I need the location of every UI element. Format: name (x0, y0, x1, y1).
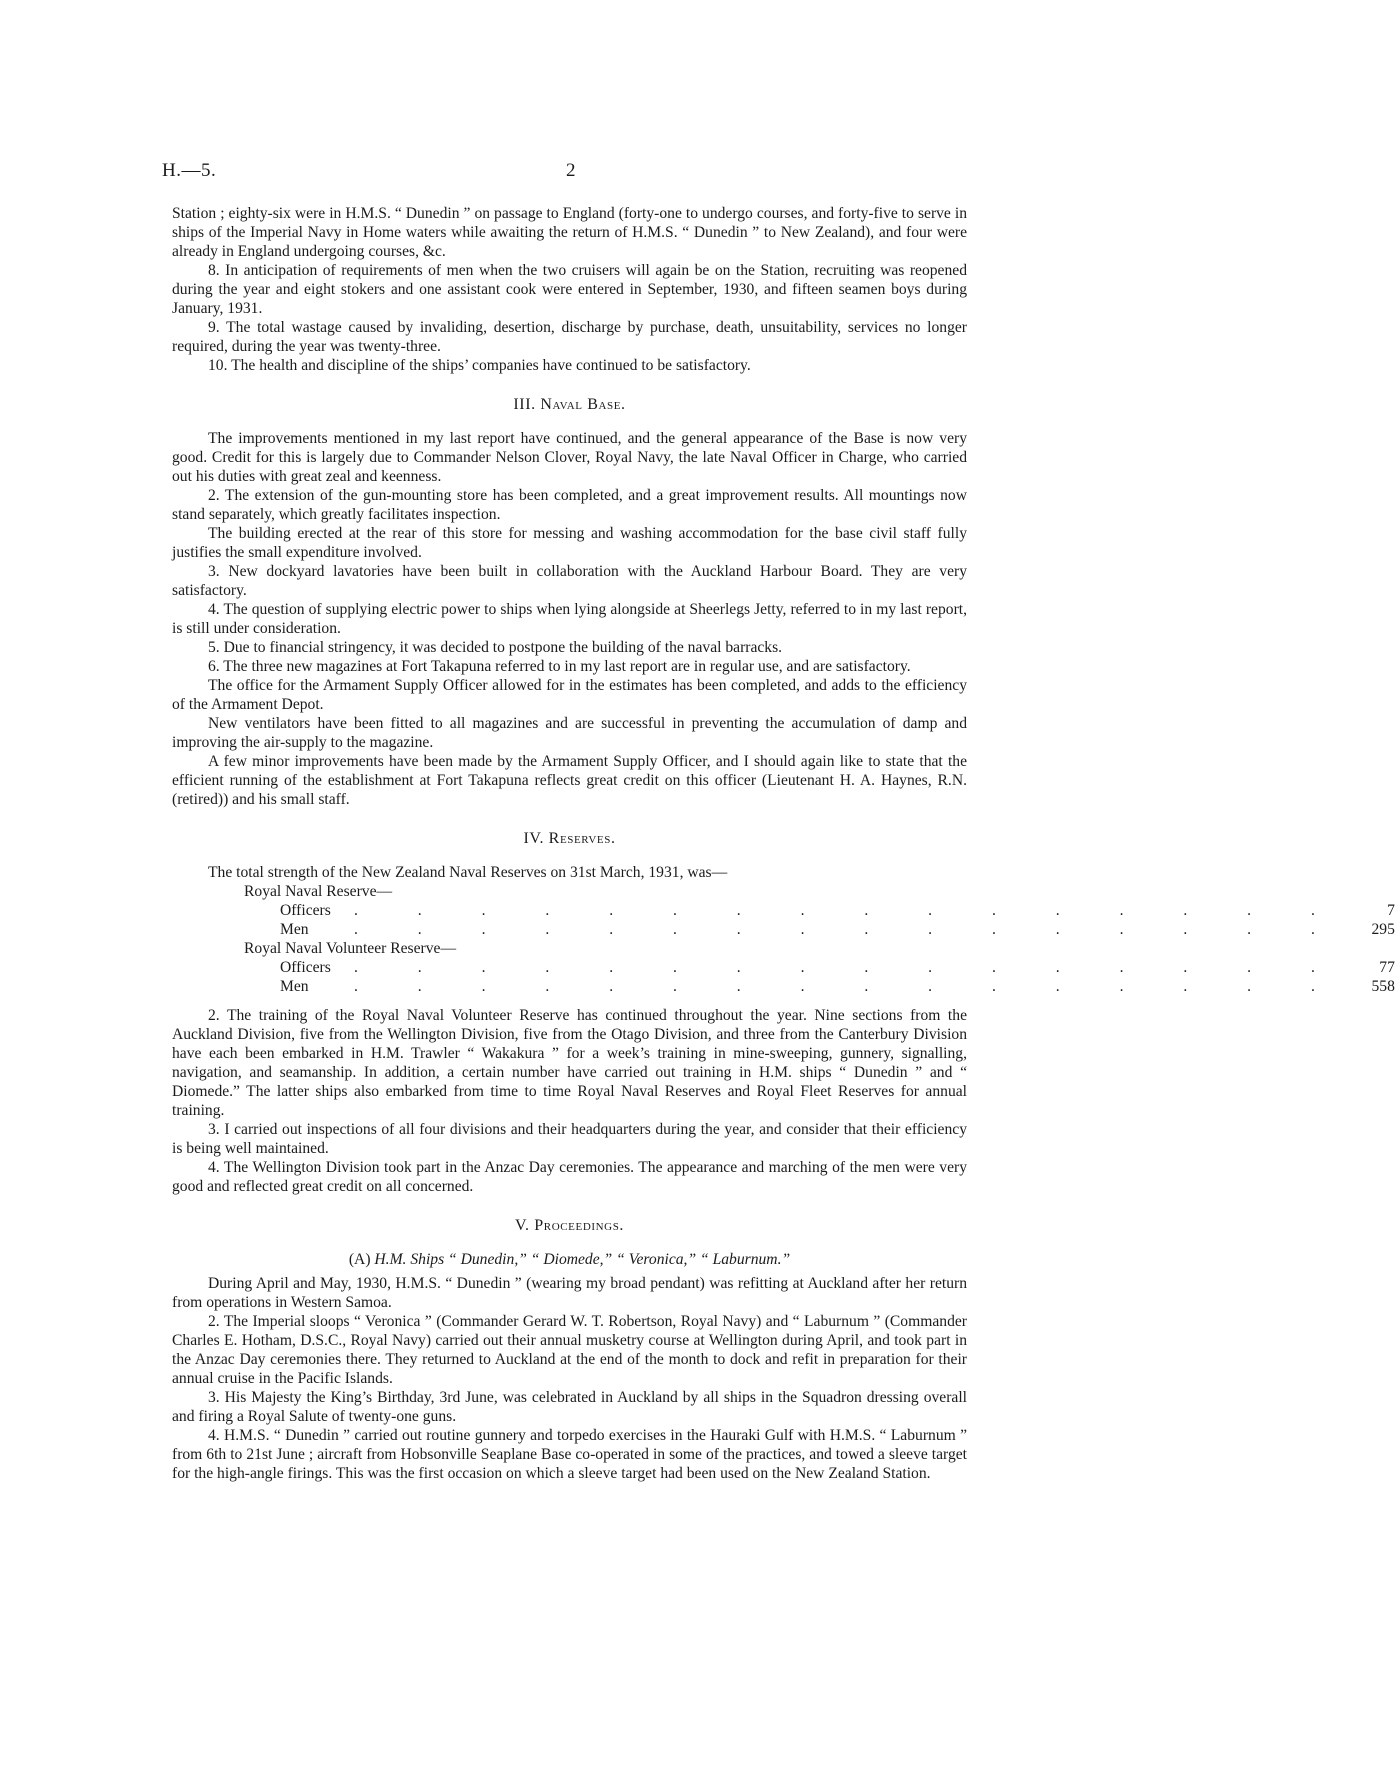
reserves-strength-table (172, 882, 1395, 996)
reserves-intro: The total strength of the New Zealand Naval Reserves on 31st March, 1931, was— (208, 864, 728, 881)
dot-leader: . . . . . . . . . . . . . . . . (354, 959, 1343, 976)
section-heading-reserves: IV. Reserves. (523, 830, 616, 847)
paragraph: Station ; eighty-six were in H.M.S. “ Dunedin ” on passage to England (forty-one to undergo courses, and forty-five to serve in ships of the Imperial Navy in Home waters while awaiting the return of H.M.S. “ Dunedin ” to New Zealand), and four were already in England undergoing courses, &c. (172, 205, 967, 260)
document-reference: H.—5. (162, 160, 217, 181)
row-label: Men (280, 978, 309, 995)
paragraph: The building erected at the rear of this store for messing and washing accommodation for the base civil staff fully justifies the small expenditure involved. (172, 525, 967, 561)
table-row (172, 920, 1395, 939)
paragraph: 8. In anticipation of requirements of men when the two cruisers will again be on the Station, recruiting was reopened during the year and eight stokers and one assistant cook were entered in September, 1930, and fifteen seamen boys during January, 1931. (172, 262, 967, 317)
paragraph: A few minor improvements have been made by the Armament Supply Officer, and I should again like to state that the efficient running of the establishment at Fort Takapuna reflects great credit on this officer (Lieutenant H. A. Haynes, R.N. (retired)) and his small staff. (172, 753, 967, 808)
paragraph: 3. His Majesty the King’s Birthday, 3rd June, was celebrated in Auckland by all ships in the Squadron dressing overall and firing a Royal Salute of twenty-one guns. (172, 1389, 967, 1425)
paragraph: 3. New dockyard lavatories have been built in collaboration with the Auckland Harbour Board. They are very satisfactory. (172, 563, 967, 599)
row-label: Men (280, 921, 309, 938)
paragraph: 2. The extension of the gun-mounting store has been completed, and a great improvement results. All mountings now stand separately, which greatly facilitates inspection. (172, 487, 967, 523)
row-value: 295 (1371, 921, 1395, 938)
subsection-heading (172, 1250, 967, 1269)
paragraph: 5. Due to financial stringency, it was decided to postpone the building of the naval barracks. (208, 639, 783, 656)
row-value: 7 (1387, 902, 1395, 919)
row-label: Officers (280, 959, 331, 976)
paragraph: 6. The three new magazines at Fort Takapuna referred to in my last report are in regular use, and are satisfactory. (208, 658, 911, 675)
table-row (172, 901, 1395, 920)
row-value: 77 (1379, 959, 1395, 976)
paragraph: 4. The question of supplying electric power to ships when lying alongside at Sheerlegs Jetty, referred to in my last report, is still under consideration. (172, 601, 967, 637)
paragraph: During April and May, 1930, H.M.S. “ Dunedin ” (wearing my broad pendant) was refitting at Auckland after her return from operations in Western Samoa. (172, 1275, 967, 1311)
dot-leader: . . . . . . . . . . . . . . . . (354, 978, 1343, 995)
row-value: 558 (1371, 978, 1395, 995)
table-row (172, 977, 1395, 996)
paragraph: 2. The training of the Royal Naval Volunteer Reserve has continued throughout the year. Nine sections from the Auckland Division, five from the Wellington Division, five from the Otago Division, and three from the Canterbury Division have each been embarked in H.M. Trawler “ Wakakura ” for a week’s training in mine-sweeping, gunnery, signalling, navigation, and seamanship. In addition, a certain number have carried out training in H.M. ships “ Dunedin ” and “ Diomede.” The latter ships also embarked from time to time Royal Naval Reserves and Royal Fleet Reserves for annual training. (172, 1007, 967, 1119)
paragraph: 4. H.M.S. “ Dunedin ” carried out routine gunnery and torpedo exercises in the Hauraki Gulf with H.M.S. “ Laburnum ” from 6th to 21st June ; aircraft from Hobsonville Seaplane Base co-operated in some of the practices, and towed a sleeve target for the high-angle firings. This was the first occasion on which a sleeve target had been used on the New Zealand Station. (172, 1427, 967, 1482)
group-label: Royal Naval Volunteer Reserve— (244, 940, 457, 957)
table-group-heading (172, 939, 967, 958)
section-heading-proceedings: V. Proceedings. (514, 1217, 625, 1234)
spacer (172, 996, 967, 1006)
subsection-prefix: (A) (348, 1251, 375, 1268)
paragraph: New ventilators have been fitted to all magazines and are successful in preventing the accumulation of damp and improving the air-supply to the magazine. (172, 715, 967, 751)
paragraph: The office for the Armament Supply Officer allowed for in the estimates has been completed, and adds to the efficiency of the Armament Depot. (172, 677, 967, 713)
document-body (172, 204, 1395, 1483)
section-heading-naval-base: III. Naval Base. (513, 396, 626, 413)
group-label: Royal Naval Reserve— (244, 883, 393, 900)
paragraph: 10. The health and discipline of the ships’ companies have continued to be satisfactory. (208, 357, 751, 374)
page-number: 2 (566, 160, 576, 181)
table-row (172, 958, 1395, 977)
table-group-heading (172, 882, 967, 901)
paragraph: 2. The Imperial sloops “ Veronica ” (Commander Gerard W. T. Robertson, Royal Navy) and “ Laburnum ” (Commander Charles E. Hotham, D.S.C., Royal Navy) carried out their annual musketry course at Wellington during April, and took part in the Anzac Day ceremonies there. They returned to Auckland at the end of the month to dock and refit in preparation for their annual cruise in the Pacific Islands. (172, 1313, 967, 1387)
paragraph: 4. The Wellington Division took part in the Anzac Day ceremonies. The appearance and marching of the men were very good and reflected great credit on all concerned. (172, 1159, 967, 1195)
dot-leader: . . . . . . . . . . . . . . . . (354, 921, 1343, 938)
subsection-title: H.M. Ships “ Dunedin,” “ Diomede,” “ Veronica,” “ Laburnum.” (374, 1251, 791, 1268)
dot-leader: . . . . . . . . . . . . . . . . (354, 902, 1343, 919)
paragraph: 3. I carried out inspections of all four divisions and their headquarters during the year, and consider that their efficiency is being well maintained. (172, 1121, 967, 1157)
paragraph: The improvements mentioned in my last report have continued, and the general appearance of the Base is now very good. Credit for this is largely due to Commander Nelson Clover, Royal Navy, the late Naval Officer in Charge, who carried out his duties with great zeal and keenness. (172, 430, 967, 485)
row-label: Officers (280, 902, 331, 919)
paragraph: 9. The total wastage caused by invaliding, desertion, discharge by purchase, death, unsuitability, services no longer required, during the year was twenty-three. (172, 319, 967, 355)
